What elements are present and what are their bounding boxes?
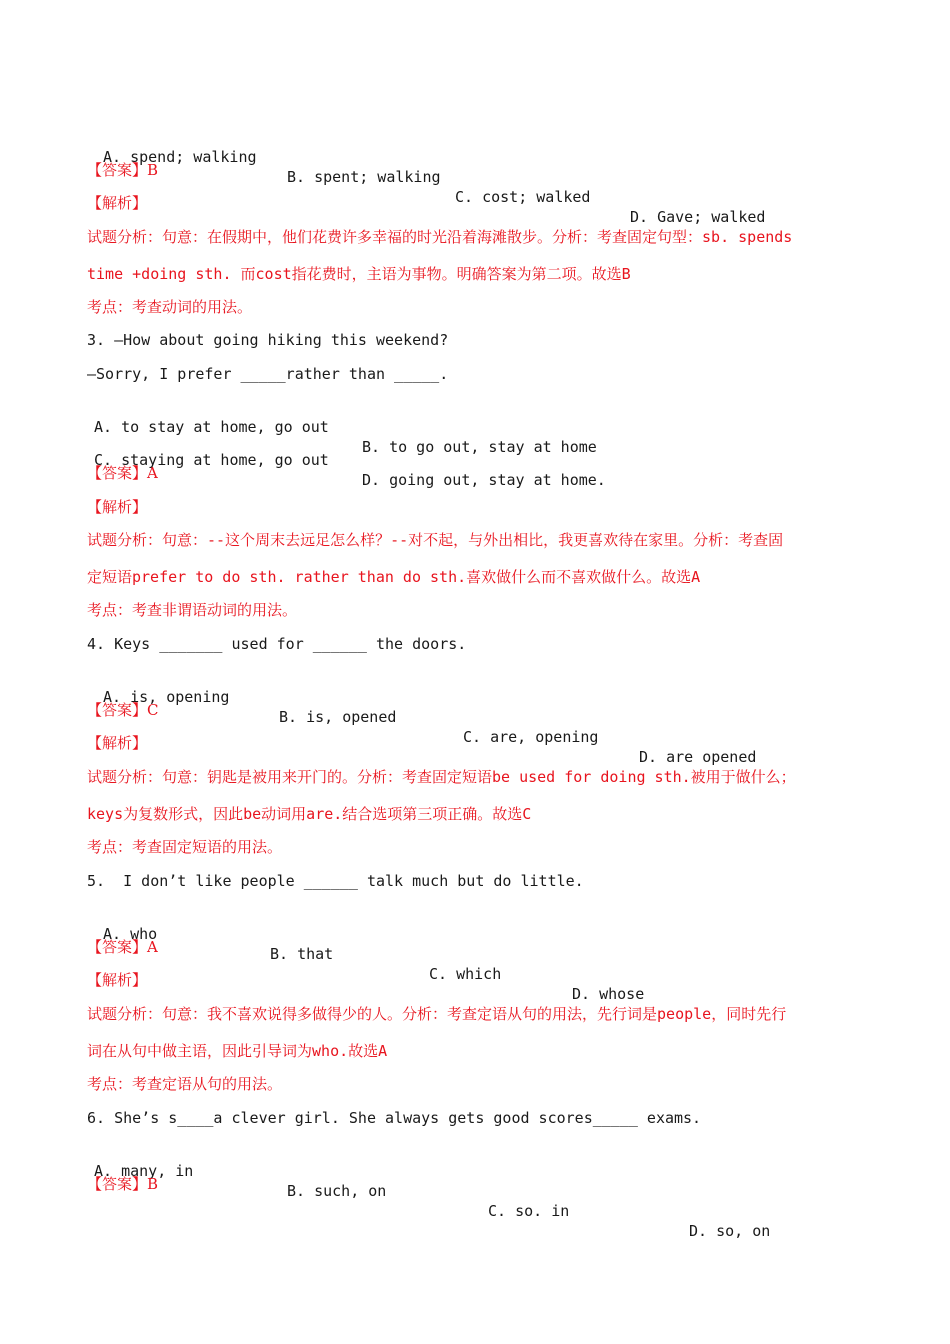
q6-option-c: C. so. in [488, 1202, 570, 1220]
q2-analysis-line2: time +doing sth. 而cost指花费时，主语为事物。明确答案为第二项。故选B [87, 265, 631, 283]
q3-answer: 【答案】A [87, 464, 158, 482]
q5-analysis-line1: 试题分析：句意：我不喜欢说得多做得少的人。分析：考查定语从句的用法，先行词是people，同时先行 [87, 1005, 787, 1023]
q4-analysis-label: 【解析】 [87, 734, 148, 752]
q2-analysis-label: 【解析】 [87, 194, 148, 212]
q6-option-a: A. many, in [94, 1162, 194, 1180]
q3-option-c: C. staying at home, go out [94, 451, 329, 469]
q5-question: 5. I don’t like people ______ talk much but do little. [87, 872, 584, 890]
q3-question-line1: 3. —How about going hiking this weekend? [87, 331, 449, 349]
q3-analysis-line2: 定短语prefer to do sth. rather than do sth.喜欢做什么而不喜欢做什么。故选A [87, 568, 701, 586]
q5-point: 考点：考查定语从句的用法。 [87, 1075, 283, 1093]
q5-option-c: C. which [429, 965, 502, 983]
q2-analysis-line1: 试题分析：句意：在假期中，他们花费许多幸福的时光沿着海滩散步。分析：考查固定句型：sb. spends [87, 228, 793, 246]
q5-option-a: A. who [103, 925, 158, 943]
q6-option-b: B. such, on [287, 1182, 387, 1200]
q4-analysis-line1: 试题分析：句意：钥匙是被用来开门的。分析：考查固定短语be used for doing sth.被用于做什么； [87, 768, 796, 786]
q6-answer: 【答案】B [87, 1175, 159, 1193]
q4-option-a: A. is, opening [103, 688, 230, 706]
q2-option-a: A. spend; walking [103, 148, 257, 166]
q3-options-row1 [0, 397, 950, 456]
q4-option-b: B. is, opened [279, 708, 397, 726]
q5-option-b: B. that [270, 945, 334, 963]
q3-option-d: D. going out, stay at home. [362, 471, 606, 489]
q5-analysis-line2: 词在从句中做主语，因此引导词为who.故选A [87, 1042, 388, 1060]
q3-point: 考点：考查非谓语动词的用法。 [87, 601, 298, 619]
q5-answer: 【答案】A [87, 938, 158, 956]
q4-question: 4. Keys _______ used for ______ the doors. [87, 635, 467, 653]
q3-option-b: B. to go out, stay at home [362, 438, 597, 456]
q4-option-d: D. are opened [639, 748, 757, 766]
q2-option-d: D. Gave; walked [630, 208, 766, 226]
q3-option-a: A. to stay at home, go out [94, 418, 329, 436]
q3-question-line2: —Sorry, I prefer _____rather than _____. [87, 365, 449, 383]
q2-point: 考点：考查动词的用法。 [87, 298, 253, 316]
q2-answer: 【答案】B [87, 161, 159, 179]
q6-option-d: D. so, on [689, 1222, 771, 1240]
q4-analysis-line2: keys为复数形式，因此be动词用are.结合选项第三项正确。故选C [87, 805, 532, 823]
q3-analysis-line1: 试题分析：句意：--这个周末去远足怎么样？--对不起，与外出相比，我更喜欢待在家里。分析：考查固 [87, 531, 784, 549]
q4-option-c: C. are, opening [463, 728, 599, 746]
q2-option-c: C. cost; walked [455, 188, 591, 206]
q2-option-b: B. spent; walking [287, 168, 441, 186]
q4-answer: 【答案】C [87, 701, 159, 719]
q5-option-d: D. whose [572, 985, 645, 1003]
q4-point: 考点：考查固定短语的用法。 [87, 838, 283, 856]
q6-question: 6. She’s s____a clever girl. She always gets good scores_____ exams. [87, 1109, 702, 1127]
q5-analysis-label: 【解析】 [87, 971, 148, 989]
q3-analysis-label: 【解析】 [87, 498, 148, 516]
